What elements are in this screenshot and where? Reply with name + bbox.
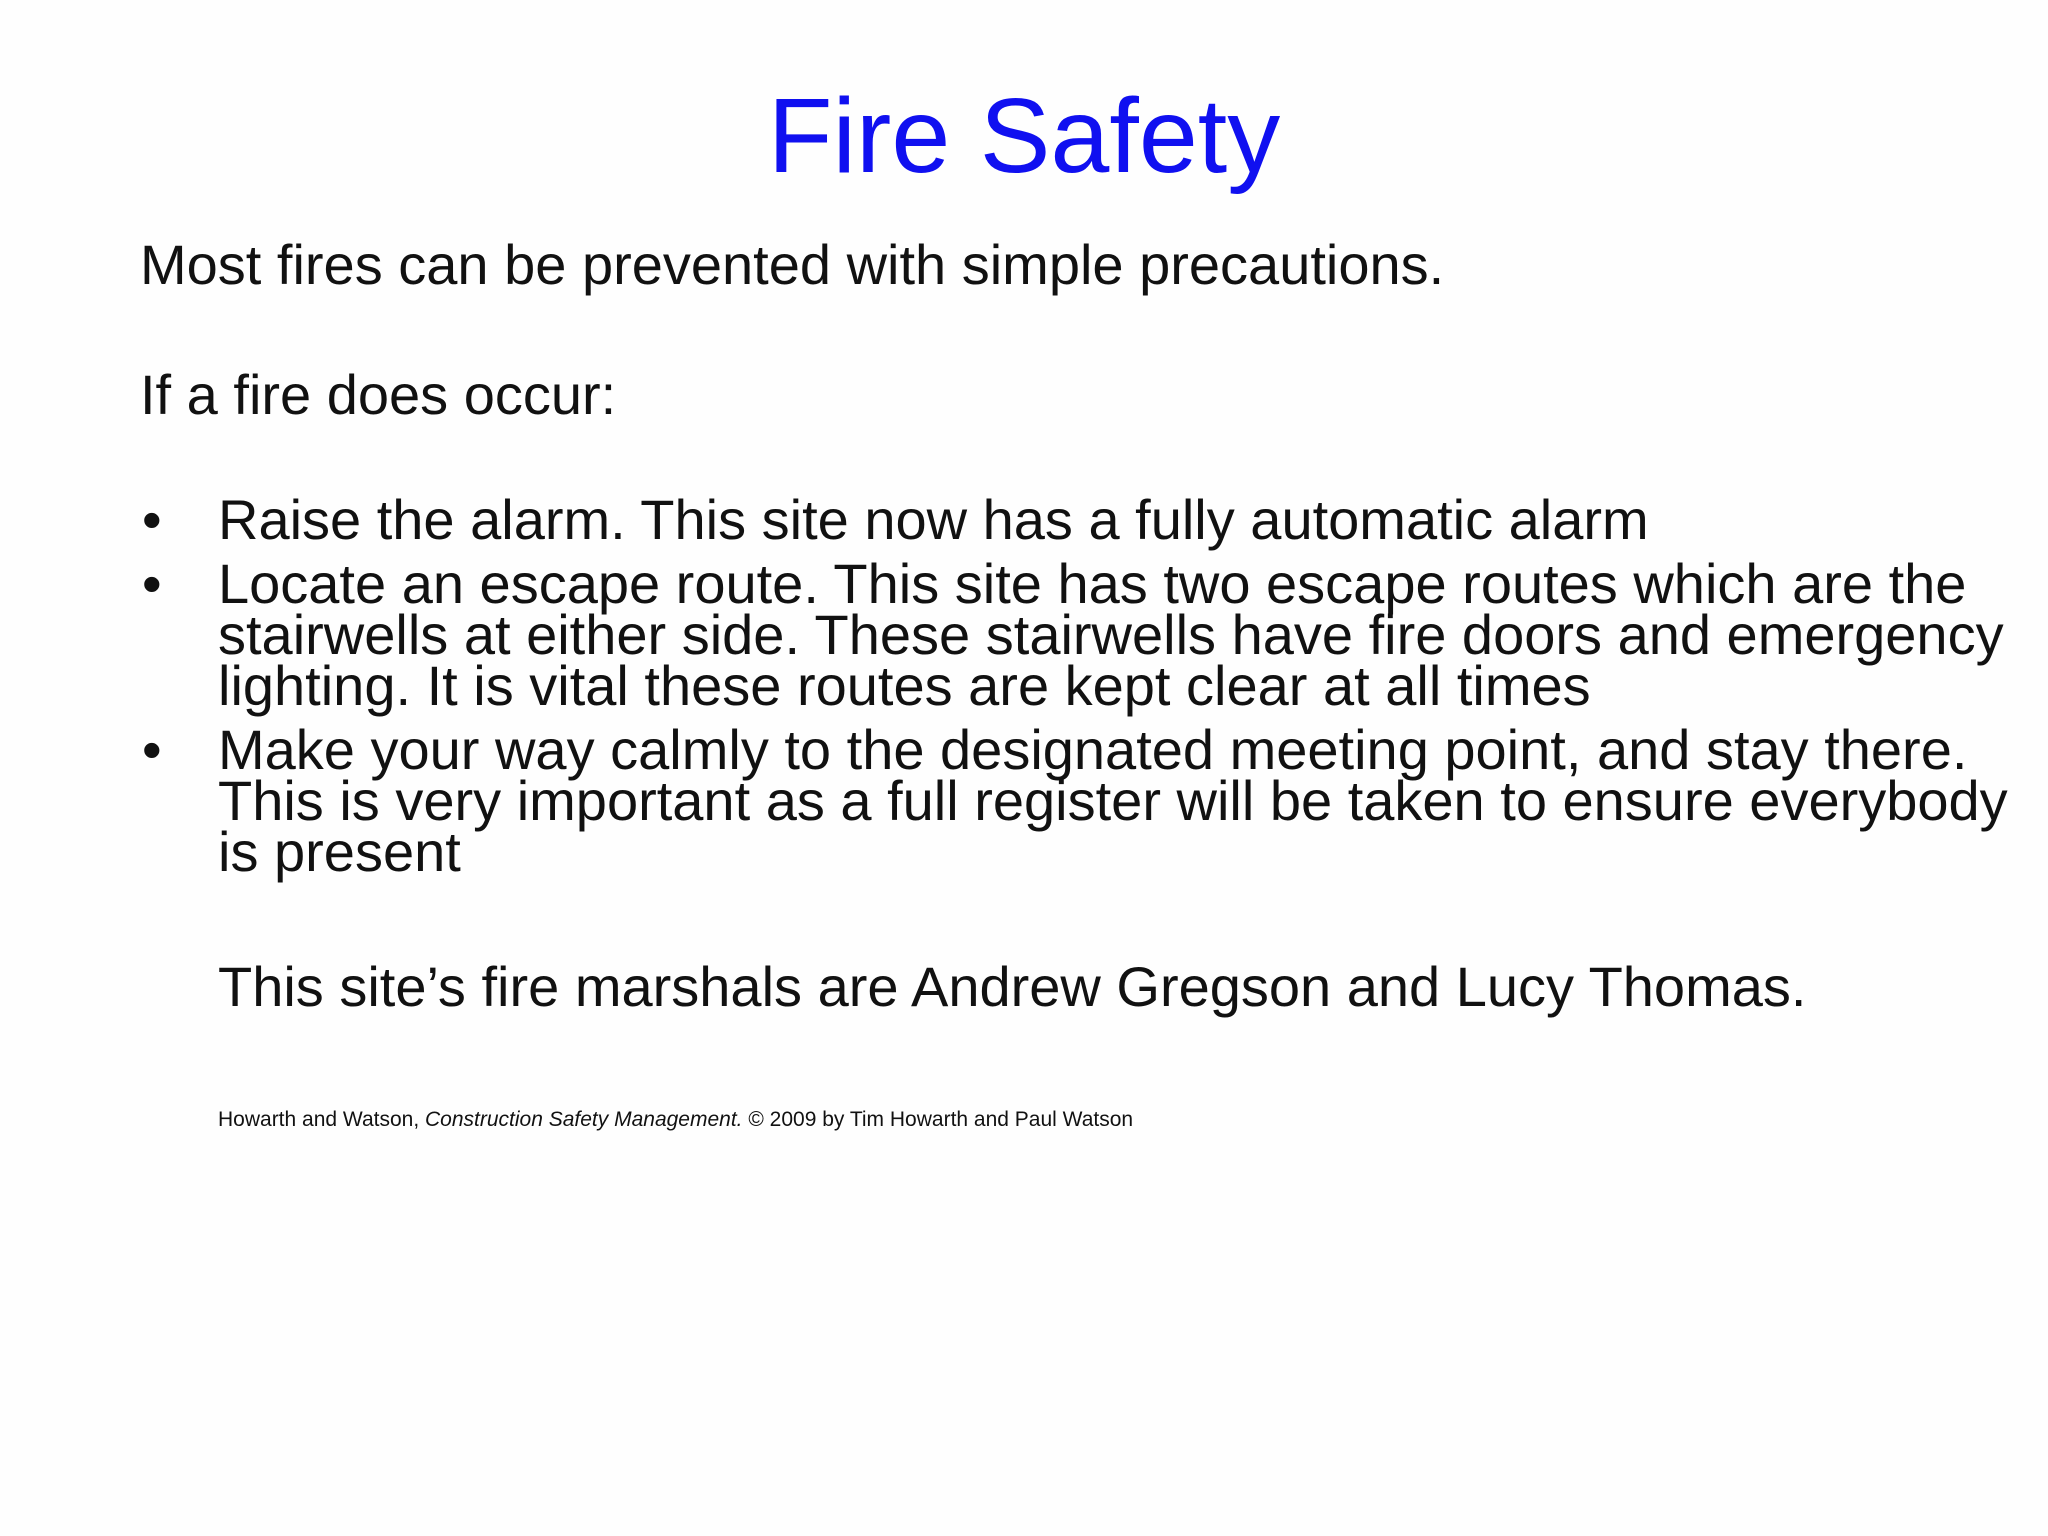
bullet-text: Locate an escape route. This site has two escape routes which are the stairwells at either side. These stairwells have fire doors and emergency lighting. It is vital these routes are kept clear at all times xyxy=(218,552,2004,717)
bullet-item-raise-alarm xyxy=(140,488,2020,551)
bullet-text: Make your way calmly to the designated meeting point, and stay there. This is very important as a full register will be taken to ensure everybody is present xyxy=(218,718,2008,883)
citation-authors: Howarth and Watson, xyxy=(218,1108,425,1131)
citation-book-title: Construction Safety Management. xyxy=(425,1108,743,1131)
bullet-list xyxy=(140,488,2020,890)
slide-title: Fire Safety xyxy=(767,77,1281,195)
bullet-icon: • xyxy=(142,488,162,551)
lead-in-text: If a fire does occur: xyxy=(140,363,617,426)
bullet-item-meeting-point xyxy=(140,718,2020,883)
bullet-item-escape-route xyxy=(140,552,2020,717)
bullet-icon: • xyxy=(142,718,162,781)
intro-text: Most fires can be prevented with simple precautions. xyxy=(140,233,1445,296)
citation xyxy=(218,1106,1133,1134)
citation-copyright: © 2009 by Tim Howarth and Paul Watson xyxy=(742,1108,1134,1131)
bullet-text: Raise the alarm. This site now has a fully automatic alarm xyxy=(218,488,1649,551)
bullet-icon: • xyxy=(142,552,162,615)
fire-marshals-text: This site’s fire marshals are Andrew Gregson and Lucy Thomas. xyxy=(218,955,1807,1018)
